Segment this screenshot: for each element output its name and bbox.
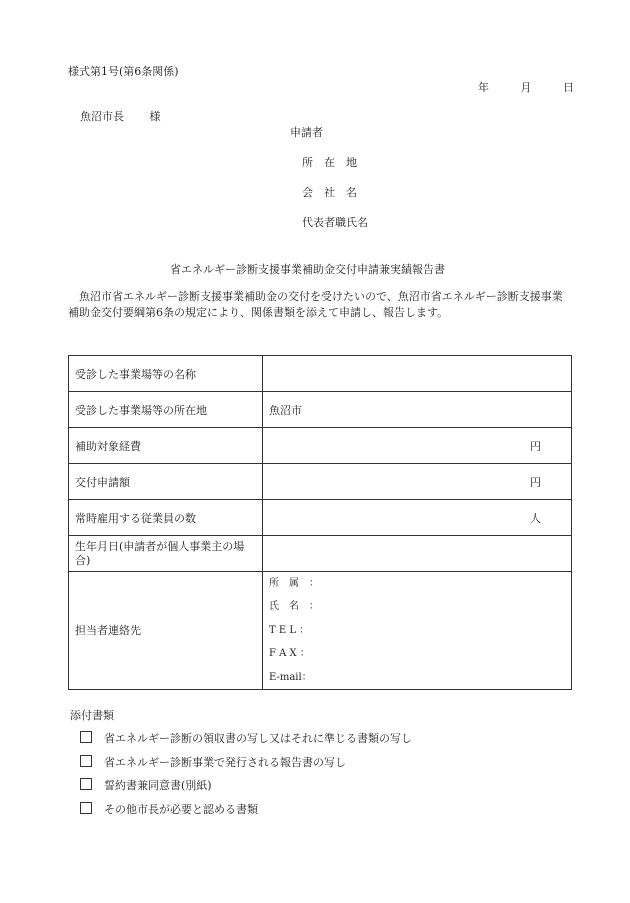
list-item: 誓約書兼同意書(別紙) (70, 774, 412, 798)
person-unit: 人 (530, 511, 541, 525)
yen-unit: 円 (530, 475, 541, 489)
addressee (80, 108, 161, 124)
contact-department: 所 属 ： (269, 578, 319, 589)
body-text: 魚沼市省エネルギー診断支援事業補助金の交付を受けたいので、魚沼市省エネルギー診断支援事業補助金交付要綱第6条の規定により、関係書類を添えて申請し、報告します。 (68, 290, 563, 319)
facility-name-field[interactable] (263, 356, 572, 392)
contact-name: 氏 名 ： (269, 601, 319, 613)
employee-count-field[interactable] (263, 500, 572, 536)
row-label: 交付申請額 (69, 464, 263, 500)
list-item: 省エネルギー診断事業で発行される報告書の写し (70, 751, 412, 775)
table-row (69, 464, 572, 500)
contact-tel: T E L ： (269, 624, 310, 636)
checkbox-icon[interactable] (80, 778, 92, 790)
table-row (69, 428, 572, 464)
list-item: その他市長が必要と認める書類 (70, 798, 412, 822)
applicant-location-label: 所 在 地 (302, 156, 357, 169)
checkbox-icon[interactable] (80, 755, 92, 767)
row-label: 受診した事業場等の名称 (69, 356, 263, 392)
list-item: 省エネルギー診断の領収書の写し又はそれに準じる書類の写し (70, 727, 412, 751)
attachments-title: 添付書類 (70, 709, 114, 722)
contact-fields[interactable] (263, 572, 572, 690)
addressee-honorific: 様 (149, 110, 161, 123)
table-row (69, 572, 572, 690)
attachments-section (70, 707, 412, 821)
row-label: 補助対象経費 (69, 428, 263, 464)
checkbox-icon[interactable] (80, 731, 92, 743)
document-title: 省エネルギー診断支援事業補助金交付申請兼実績報告書 (170, 263, 445, 276)
table-row (69, 392, 572, 428)
yen-unit: 円 (530, 439, 541, 453)
requested-amount-field[interactable] (263, 464, 572, 500)
facility-address-field[interactable] (263, 392, 572, 428)
addressee-name: 魚沼市長 (80, 110, 124, 123)
contact-email: E-mail： (269, 671, 312, 683)
contact-fax: F A X ： (269, 648, 310, 660)
application-table (68, 355, 572, 690)
date-line (478, 79, 574, 95)
row-label: 常時雇用する従業員の数 (69, 500, 263, 536)
row-label: 生年月日(申請者が個人事業主の場合) (69, 536, 263, 572)
address-prefix: 魚沼市 (269, 403, 302, 417)
eligible-cost-field[interactable] (263, 428, 572, 464)
applicant-label: 申請者 (290, 126, 323, 139)
applicant-representative-label: 代表者職氏名 (302, 216, 368, 229)
date-year: 年 (478, 81, 489, 94)
table-row (69, 356, 572, 392)
row-label: 担当者連絡先 (69, 572, 263, 690)
applicant-company-label: 会 社 名 (302, 186, 357, 199)
table-row (69, 536, 572, 572)
form-number: 様式第1号(第6条関係) (68, 65, 179, 78)
birthdate-field[interactable] (263, 536, 572, 572)
table-row (69, 500, 572, 536)
date-day: 日 (563, 81, 574, 94)
checkbox-icon[interactable] (80, 802, 92, 814)
row-label: 受診した事業場等の所在地 (69, 392, 263, 428)
date-month: 月 (520, 81, 532, 94)
